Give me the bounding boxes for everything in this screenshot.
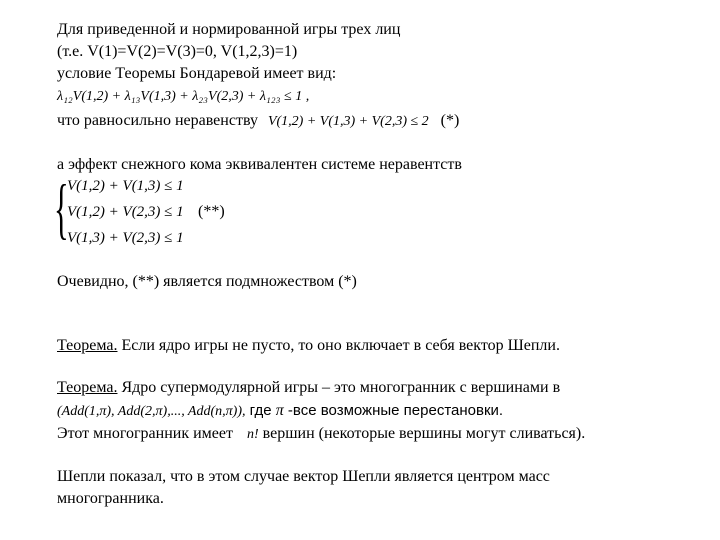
theorem-label: Теорема. [57,379,118,396]
pi-symbol: π [275,402,284,419]
vertex-count-line [57,424,585,445]
intro-line-1: Для приведенной и нормированной игры трех лиц [57,21,401,38]
bondareva-formula: λ₁₂V(1,2) + λ₁₃V(1,3) + λ₂₃V(2,3) + λ₁₂₃ ≤ 1 , [57,89,310,104]
shapley-line-1: Шепли показал, что в этом случае вектор Шепли является центром масс [57,468,550,485]
shapley-line-2: многогранника. [57,490,164,507]
theorem-core-shapley [57,336,560,356]
system-tag: (**) [198,203,225,220]
theorem-label: Теорема. [57,337,118,354]
snowball-heading: а эффект снежного кома эквивалентен системе неравентств [57,156,462,173]
equivalent-inequality-line [57,111,459,132]
theorem-text: Если ядро игры не пусто, то оно включает в себя вектор Шепли. [117,337,560,354]
system-equation-3: V(1,3) + V(2,3) ≤ 1 [67,230,184,246]
equivalent-inequality-text: что равносильно неравенству [57,112,258,129]
vertex-count-text: Этот многогранник имеет [57,425,233,442]
system-equation-2: V(1,2) + V(2,3) ≤ 1 [67,204,184,220]
vertex-count-rest: вершин (некоторые вершины могут сливаться). [258,425,586,442]
vertices-line [57,401,503,422]
inequality-formula: V(1,2) + V(1,3) + V(2,3) ≤ 2 [267,114,429,129]
inequality-tag: (*) [440,112,460,129]
theorem-supermodular [57,378,560,398]
permutations-text: -все возможные перестановки. [283,402,504,419]
vertices-formula: (Add(1,π), Add(2,π),..., Add(n,π)), [57,404,246,419]
intro-line-2: (т.е. V(1)=V(2)=V(3)=0, V(1,2,3)=1) [57,43,298,60]
obvious-statement: Очевидно, (**) является подмножеством (*) [57,273,357,290]
theorem-text: Ядро супермодулярной игры – это многогранник с вершинами в [117,379,561,396]
intro-line-3: условие Теоремы Бондаревой имеет вид: [57,65,337,82]
n-factorial: n! [246,427,259,442]
system-equation-1: V(1,2) + V(1,3) ≤ 1 [67,178,184,194]
where-word: где [245,402,276,419]
system-brace: { [54,170,69,246]
